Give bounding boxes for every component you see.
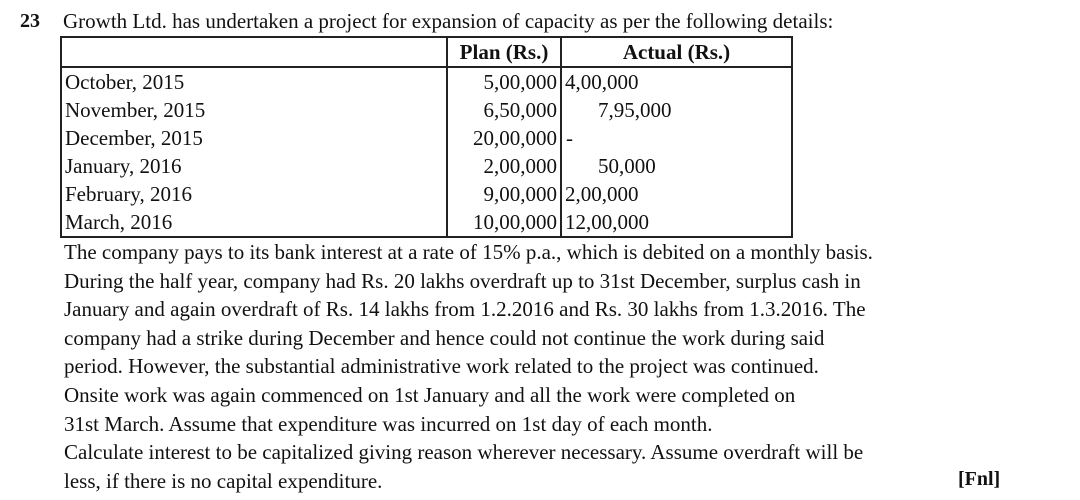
body-line: 31st March. Assume that expenditure was incurred on 1st day of each month.: [64, 411, 713, 436]
question-intro: Growth Ltd. has undertaken a project for expansion of capacity as per the following details:: [63, 9, 834, 33]
row-actual: 2,00,000: [561, 180, 792, 208]
row-plan: 10,00,000: [447, 208, 561, 237]
row-month: October, 2015: [61, 67, 447, 96]
table-row: [61, 67, 792, 96]
table-row: [61, 180, 792, 208]
expansion-details-table: [60, 36, 793, 238]
row-plan: 9,00,000: [447, 180, 561, 208]
body-line: During the half year, company had Rs. 20 lakhs overdraft up to 31st December, surplus cash in: [64, 268, 861, 293]
body-line: less, if there is no capital expenditure.: [64, 468, 383, 493]
table-row: [61, 124, 792, 152]
row-actual: -: [561, 124, 792, 152]
row-actual: 7,95,000: [561, 96, 792, 124]
row-month: March, 2016: [61, 208, 447, 237]
row-plan: 6,50,000: [447, 96, 561, 124]
body-line: Calculate interest to be capitalized giving reason wherever necessary. Assume overdraft will be: [64, 440, 864, 465]
row-plan: 20,00,000: [447, 124, 561, 152]
table-row: [61, 96, 792, 124]
row-actual: 4,00,000: [561, 67, 792, 96]
body-line: company had a strike during December and hence could not continue the work during said: [64, 325, 825, 350]
body-line: period. However, the substantial administrative work related to the project was continued.: [64, 354, 819, 379]
body-line: January and again overdraft of Rs. 14 lakhs from 1.2.2016 and Rs. 30 lakhs from 1.3.2016. The: [64, 297, 866, 322]
row-actual: 50,000: [561, 152, 792, 180]
table-row: [61, 152, 792, 180]
row-month: November, 2015: [61, 96, 447, 124]
table-header-row: [61, 37, 792, 67]
header-actual: Actual (Rs.): [561, 37, 792, 67]
row-plan: 5,00,000: [447, 67, 561, 96]
row-actual: 12,00,000: [561, 208, 792, 237]
header-blank: [61, 37, 447, 67]
question-number: 23: [20, 10, 40, 32]
row-plan: 2,00,000: [447, 152, 561, 180]
question-body: [64, 238, 964, 495]
row-month: December, 2015: [61, 124, 447, 152]
exam-tag: [Fnl]: [958, 468, 1001, 490]
body-line: Onsite work was again commenced on 1st January and all the work were completed on: [64, 382, 796, 407]
row-month: January, 2016: [61, 152, 447, 180]
body-line: The company pays to its bank interest at a rate of 15% p.a., which is debited on a monthly basis.: [64, 240, 873, 264]
table-row: [61, 208, 792, 237]
row-month: February, 2016: [61, 180, 447, 208]
header-plan: Plan (Rs.): [447, 37, 561, 67]
